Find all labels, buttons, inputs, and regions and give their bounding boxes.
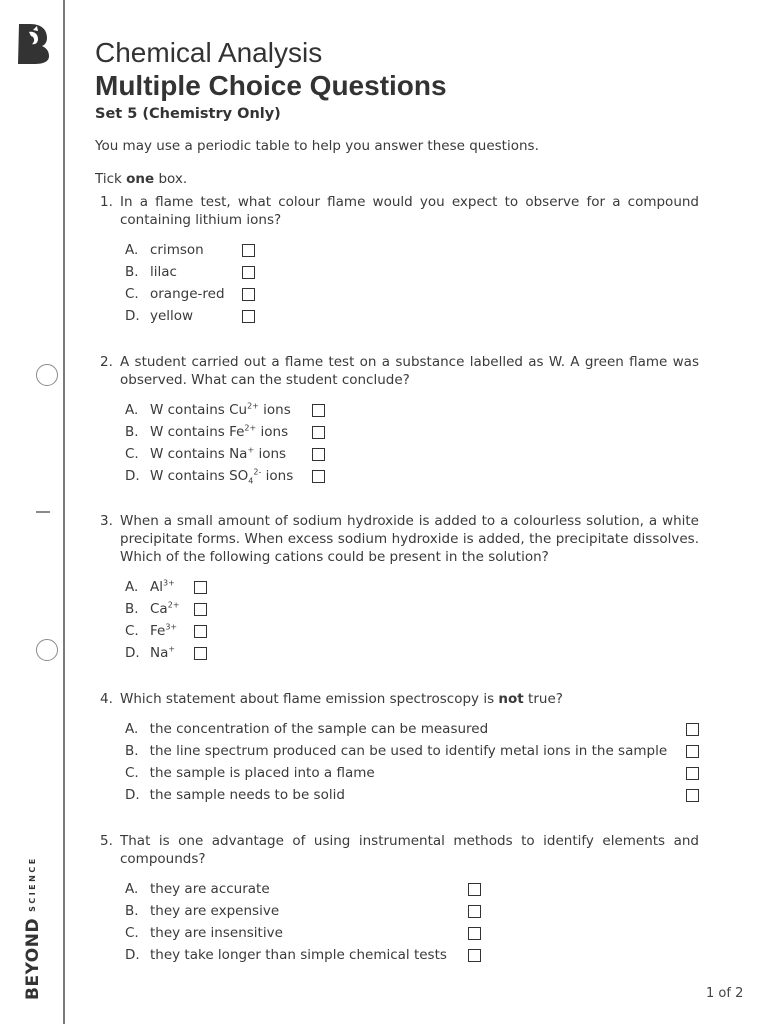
question-stem: Which statement about flame emission spectroscopy is not true? — [120, 691, 563, 707]
margin-line — [63, 0, 65, 1024]
page-number: 1 of 2 — [706, 986, 744, 1001]
question-stem: In a flame test, what colour flame would you expect to observe for a compound containing lithium ions? — [120, 194, 699, 228]
set-label: Set 5 (Chemistry Only) — [95, 106, 281, 122]
answer-checkbox[interactable] — [312, 404, 325, 417]
option-c: C. the sample is placed into a flame — [125, 762, 699, 784]
answer-checkbox[interactable] — [194, 603, 207, 616]
question-stem: A student carried out a flame test on a substance labelled as W. A green flame was observed. What can the student conclude? — [120, 354, 699, 388]
question-5: 5. That is one advantage of using instrumental methods to identify elements and compounds? A. they are accurate B. they are expensive C. they are insensitive D. they take longer than simple chemical tests — [95, 832, 699, 966]
instructions: You may use a periodic table to help you answer these questions. — [95, 138, 539, 154]
answer-checkbox[interactable] — [242, 266, 255, 279]
option-b: B. the line spectrum produced can be used to identify metal ions in the sample — [125, 740, 699, 762]
option-a: A. W contains $Cu^{2+}$ ions — [125, 399, 699, 421]
answer-checkbox[interactable] — [194, 581, 207, 594]
option-c: C. they are insensitive — [125, 922, 699, 944]
answer-checkbox[interactable] — [312, 470, 325, 483]
fold-mark — [36, 511, 50, 513]
question-stem: That is one advantage of using instrumental methods to identify elements and compounds? — [120, 833, 699, 867]
option-b: B. $Ca^{2+}$ — [125, 598, 699, 620]
answer-checkbox[interactable] — [686, 745, 699, 758]
option-b: B. they are expensive — [125, 900, 699, 922]
tick-instruction: Tick one box. — [95, 171, 188, 187]
beyond-logo-icon — [16, 22, 50, 64]
option-b: B. lilac — [125, 261, 699, 283]
answer-checkbox[interactable] — [242, 288, 255, 301]
option-d: D. they take longer than simple chemical tests — [125, 944, 699, 966]
question-1: 1. In a flame test, what colour flame would you expect to observe for a compound containing lithium ions? A. crimson B. lilac C. orange-red D. yellow — [95, 193, 699, 327]
question-2: 2. A student carried out a flame test on a substance labelled as W. A green flame was observed. What can the student conclude? A. W contains $Cu^{2+}$ ions B. W contains $Fe^{2+}$ ions C. W contains Na+ ions D. W contains $SO_4^{2-}$ ions — [100, 354, 699, 486]
option-b: B. W contains $Fe^{2+}$ ions — [125, 421, 699, 443]
header — [95, 36, 699, 189]
option-a: A. the concentration of the sample can be measured — [125, 718, 699, 740]
answer-checkbox[interactable] — [242, 244, 255, 257]
option-c: C. W contains Na+ ions — [125, 443, 699, 465]
option-d: D. the sample needs to be solid — [125, 784, 699, 806]
answer-checkbox[interactable] — [686, 767, 699, 780]
answer-checkbox[interactable] — [242, 310, 255, 323]
option-a: A. crimson — [125, 239, 699, 261]
answer-checkbox[interactable] — [468, 905, 481, 918]
option-a: A. $Al^{3+}$ — [125, 576, 699, 598]
option-d: D. W contains $SO_4^{2-}$ ions — [125, 465, 699, 487]
answer-checkbox[interactable] — [468, 883, 481, 896]
option-d: D. yellow — [125, 305, 699, 327]
binder-hole — [36, 364, 58, 386]
brand-wordmark: BEYONDSCIENCE — [23, 856, 43, 1000]
answer-checkbox[interactable] — [686, 723, 699, 736]
question-3: 3. When a small amount of sodium hydroxide is added to a colourless solution, a white precipitate forms. When excess sodium hydroxide is added, the precipitate dissolves. Which of the following cations could be present in the solution? A. $Al^{3+}$ B. $Ca^{2+}$ C. $Fe^{3+}$ D. Na+ — [95, 512, 699, 664]
option-d: D. Na+ — [125, 642, 699, 664]
answer-checkbox[interactable] — [686, 789, 699, 802]
option-c: C. orange-red — [125, 283, 699, 305]
question-stem: When a small amount of sodium hydroxide is added to a colourless solution, a white precipitate forms. When excess sodium hydroxide is added, the precipitate dissolves. Which of the following cations could be present in the solution? — [120, 513, 699, 565]
answer-checkbox[interactable] — [312, 448, 325, 461]
page-title: Multiple Choice Questions — [95, 70, 447, 101]
answer-checkbox[interactable] — [194, 625, 207, 638]
answer-checkbox[interactable] — [468, 927, 481, 940]
option-a: A. they are accurate — [125, 878, 699, 900]
answer-checkbox[interactable] — [194, 647, 207, 660]
answer-checkbox[interactable] — [312, 426, 325, 439]
binder-hole — [36, 639, 58, 661]
question-4: 4. Which statement about flame emission spectroscopy is not true? A. the concentration of the sample can be measured B. the line spectrum produced can be used to identify metal ions in the sample C. the sample is placed into a flame D. the sample needs to be solid — [95, 690, 699, 806]
subject-title: Chemical Analysis — [95, 37, 323, 68]
answer-checkbox[interactable] — [468, 949, 481, 962]
option-c: C. $Fe^{3+}$ — [125, 620, 699, 642]
